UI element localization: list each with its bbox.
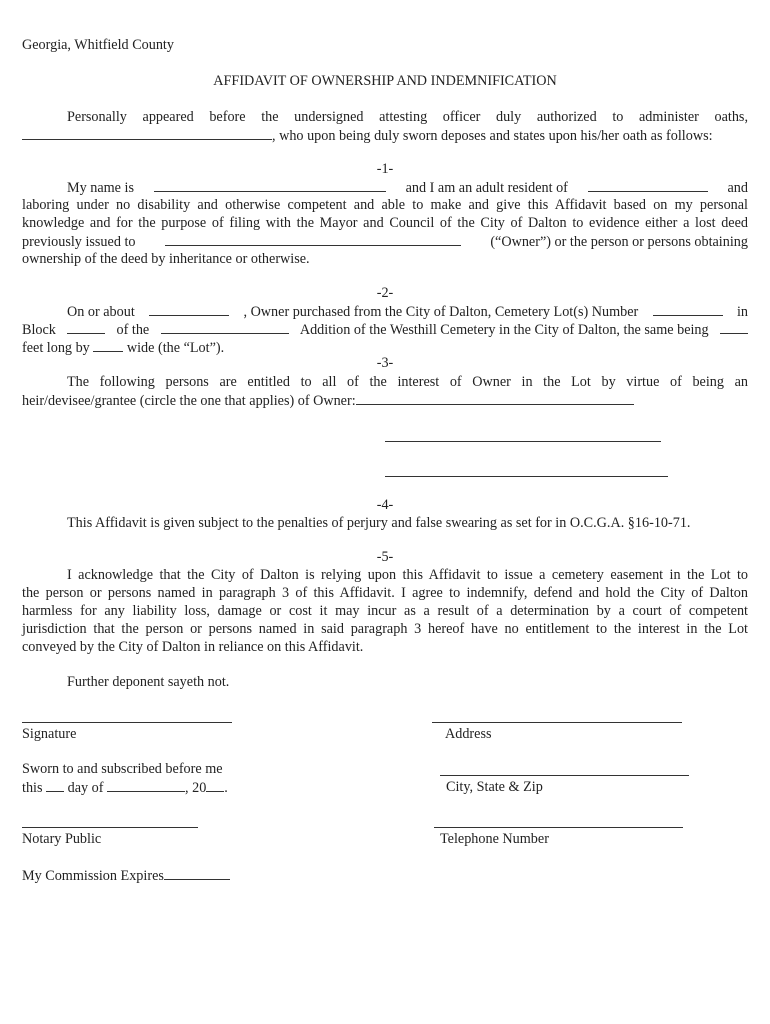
p1-line-3: knowledge and for the purpose of filing with the Mayor and Council of the City of Dalton to evidence either a lost deed: [22, 215, 748, 231]
sworn-day-field[interactable]: [46, 778, 64, 792]
p5-line-1: I acknowledge that the City of Dalton is relying upon this Affidavit to issue a cemetery easement in the Lot to: [67, 567, 748, 583]
p2-line-2: Block of the Addition of the Westhill Cemetery in the City of Dalton, the same being: [22, 320, 748, 339]
feet-long-field[interactable]: [720, 320, 748, 334]
notary-line[interactable]: [22, 826, 198, 828]
p1-line-2: laboring under no disability and otherwise competent and able to make and give this Affidavit based on my personal: [22, 197, 748, 213]
block-field[interactable]: [67, 320, 105, 334]
commission-expires-field[interactable]: [164, 866, 230, 880]
city-state-zip-line[interactable]: [440, 774, 689, 776]
commission-expires: My Commission Expires: [22, 866, 230, 885]
closing-statement: Further deponent sayeth not.: [67, 674, 230, 690]
address-label: Address: [445, 726, 492, 742]
county-heading: Georgia, Whitfield County: [22, 37, 174, 53]
address-line[interactable]: [432, 721, 682, 723]
p3-line-2: heir/devisee/grantee (circle the one that applies) of Owner:: [22, 391, 748, 410]
p5-line-3: harmless for any liability loss, damage or cost it may incur as a result of a determination by a court of competent: [22, 603, 748, 619]
resident-of-field[interactable]: [588, 178, 708, 192]
deed-issued-to-field[interactable]: [165, 232, 461, 246]
sworn-line-1: Sworn to and subscribed before me: [22, 761, 223, 777]
affiant-name-field[interactable]: [22, 126, 272, 140]
sworn-year-field[interactable]: [206, 778, 224, 792]
p1-line-5: ownership of the deed by inheritance or otherwise.: [22, 251, 310, 267]
p3-line-1: The following persons are entitled to all of the interest of Owner in the Lot by virtue of being an: [67, 374, 748, 390]
lot-number-field[interactable]: [653, 302, 723, 316]
intro-line-1: Personally appeared before the undersigned attesting officer duly authorized to administer oaths,: [67, 109, 748, 125]
p1-line-4: previously issued to (“Owner”) or the person or persons obtaining: [22, 234, 748, 250]
telephone-line[interactable]: [434, 826, 683, 828]
p5-line-4: jurisdiction that the person or persons named in said paragraph 3 hereof have no entitlement to the interest in the Lot: [22, 621, 748, 637]
heir-field-3[interactable]: [385, 475, 668, 477]
paragraph-5-number: -5-: [376, 549, 394, 565]
p2-line-3: feet long by wide (the “Lot”).: [22, 340, 225, 356]
city-state-zip-label: City, State & Zip: [446, 779, 543, 795]
sworn-month-field[interactable]: [107, 778, 185, 792]
purchase-date-field[interactable]: [149, 302, 229, 316]
intro-line-2: , who upon being duly sworn deposes and states upon his/her oath as follows:: [22, 126, 748, 145]
p5-line-2: the person or persons named in paragraph 3 of this Affidavit. I agree to indemnify, defend and hold the City of Dalton: [22, 585, 748, 601]
heir-field-2[interactable]: [385, 440, 661, 442]
document-title: AFFIDAVIT OF OWNERSHIP AND INDEMNIFICATION: [213, 73, 557, 89]
telephone-label: Telephone Number: [440, 831, 549, 847]
p4-text: This Affidavit is given subject to the penalties of perjury and false swearing as set for in O.C.G.A. §16-10-71.: [67, 515, 691, 531]
paragraph-1-number: -1-: [376, 161, 394, 177]
heir-field-1[interactable]: [356, 391, 634, 405]
p1-line-1: My name is and I am an adult resident of and: [67, 180, 748, 196]
my-name-field[interactable]: [154, 178, 386, 192]
p2-line-1: On or about , Owner purchased from the City of Dalton, Cemetery Lot(s) Number in: [67, 304, 748, 320]
paragraph-3-number: -3-: [376, 355, 394, 371]
sworn-line-2: this day of , 20 .: [22, 780, 228, 796]
paragraph-2-number: -2-: [376, 285, 394, 301]
p5-line-5: conveyed by the City of Dalton in reliance on this Affidavit.: [22, 639, 364, 655]
notary-public-label: Notary Public: [22, 831, 102, 847]
signature-line[interactable]: [22, 721, 232, 723]
feet-wide-field[interactable]: [93, 338, 123, 352]
addition-field[interactable]: [161, 320, 289, 334]
paragraph-4-number: -4-: [376, 497, 394, 513]
signature-label: Signature: [22, 726, 77, 742]
